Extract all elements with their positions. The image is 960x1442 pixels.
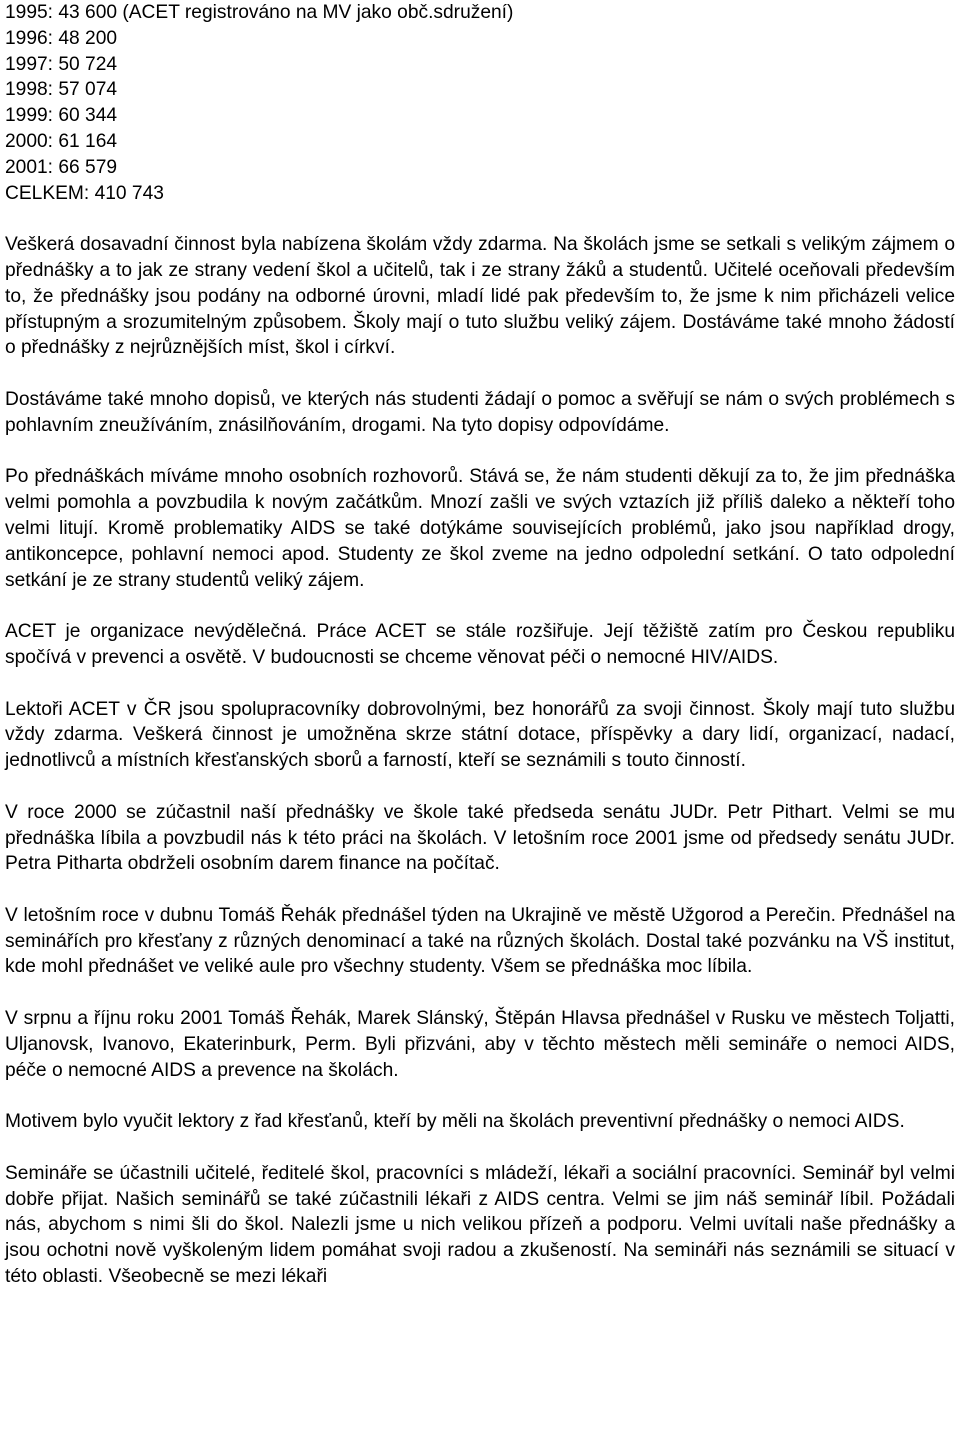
paragraph-senate: V roce 2000 se zúčastnil naší přednášky ve škole také předseda senátu JUDr. Petr Pithart. Velmi se mu přednáška líbila a povzbudil nás k této práci na školách. V letošním roce 2001 jsme od předsedy senátu JUDr. Petra Pitharta obdrželi osobním darem finance na počítač. — [5, 801, 955, 875]
stats-item: 1995: 43 600 (ACET registrováno na MV jako obč.sdružení) — [5, 2, 514, 23]
paragraph-conversations: Po přednáškách míváme mnoho osobních rozhovorů. Stává se, že nám studenti děkují za to, že jim přednáška velmi pomohla a povzbudila k novým začátkům. Mnozí zašli ve svých vztazích již příliš daleko a někteří toho velmi litují. Kromě problematiky AIDS se také dotýkáme souvisejících problémů, jako jsou například drogy, antikoncepce, pohlavní nemoci apod. Studenty ze škol zveme na jedno odpolední setkání. O tato odpolední setkání je ze strany studentů veliký zájem. — [5, 466, 955, 591]
paragraph-free-activity: Veškerá dosavadní činnost byla nabízena školám vždy zdarma. Na školách jsme se setkali s velikým zájmem o přednášky a to jak ze strany vedení škol a učitelů, tak i ze strany žáků a studentů. Učitelé oceňovali především to, že přednášky jsou podány na odborné úrovni, mladí lidé pak především to, že jsme k nim přicházeli velice přístupným a srozumitelným způsobem. Školy mají o tuto službu veliký zájem. Dostáváme také mnoho žádostí o přednášky z nejrůznějších míst, škol i církví. — [5, 234, 955, 359]
annual-stats-list — [5, 0, 955, 206]
stats-item: 1997: 50 724 — [5, 53, 118, 75]
spacer — [5, 671, 955, 697]
stats-total: CELKEM: 410 743 — [5, 182, 164, 204]
paragraph-russia: V srpnu a říjnu roku 2001 Tomáš Řehák, Marek Slánský, Štěpán Hlavsa přednášel v Rusku ve městech Toljatti, Uljanovsk, Ivanovo, Ekaterinburk, Perm. Byli přizváni, aby v těchto městech měli semináře o nemoci AIDS, péče o nemocné AIDS a prevence na školách. — [5, 1008, 955, 1081]
paragraph-letters: Dostáváme také mnoho dopisů, ve kterých nás studenti žádají o pomoc a svěřují se nám o svých problémech s pohlavním zneužíváním, znásilňováním, drogami. Na tyto dopisy odpovídáme. — [5, 388, 955, 436]
stats-item: 2001: 66 579 — [5, 156, 118, 178]
spacer — [5, 593, 955, 619]
stats-item: 2000: 61 164 — [5, 130, 118, 152]
spacer — [5, 980, 955, 1006]
spacer — [5, 774, 955, 800]
paragraph-nonprofit: ACET je organizace nevýdělečná. Práce ACET se stále rozšiřuje. Její těžiště zatím pro Českou republiku spočívá v prevenci a osvětě. V budoucnosti se chceme věnovat péči o nemocné HIV/AIDS. — [5, 621, 955, 668]
paragraph-motive: Motivem bylo vyučit lektory z řad křesťanů, kteří by měli na školách preventivní přednášky o nemoci AIDS. — [5, 1111, 905, 1133]
paragraph-lecturers: Lektoři ACET v ČR jsou spolupracovníky dobrovolnými, bez honorářů za svoji činnost. Školy mají tuto službu vždy zdarma. Veškerá činnost je umožněna skrze státní dotace, příspěvky a dary lidí, organizací, nadací, jednotlivců a místních křesťanských sborů a farností, kteří se seznámili s touto činností. — [5, 698, 955, 772]
paragraph-seminars: Semináře se účastnili učitelé, ředitelé škol, pracovníci s mládeží, lékaři a sociální pracovníci. Seminář byl velmi dobře přijat. Našich seminářů se také zúčastnili lékaři z AIDS centra. Velmi se jim náš seminář líbil. Požádali nás, abychom s nimi šli do škol. Nalezli jsme u nich velikou přízeň a podporu. Velmi uvítali naše přednášky a jsou ochotni nově vyškoleným lidem pomáhat svoji radou a zkušeností. Na semináři nás seznámili se situací v této oblasti. Všeobecně se mezi lékaři — [5, 1162, 955, 1288]
spacer — [5, 1083, 955, 1109]
stats-item: 1999: 60 344 — [5, 105, 118, 127]
spacer — [5, 206, 955, 232]
paragraph-ukraine: V letošním roce v dubnu Tomáš Řehák přednášel týden na Ukrajině ve městě Užgorod a Perečin. Přednášel na seminářích pro křesťany z různých denominací a také na různých školách. Dostal také pozvánku na VŠ institut, kde mohl přednášet ve veliké aule pro všechny studenty. Všem se přednáška moc líbila. — [5, 904, 955, 978]
stats-item: 1996: 48 200 — [5, 27, 118, 49]
spacer — [5, 877, 955, 903]
stats-item: 1998: 57 074 — [5, 79, 118, 101]
spacer — [5, 361, 955, 387]
document-page — [5, 0, 955, 1290]
spacer — [5, 1135, 955, 1161]
spacer — [5, 439, 955, 465]
